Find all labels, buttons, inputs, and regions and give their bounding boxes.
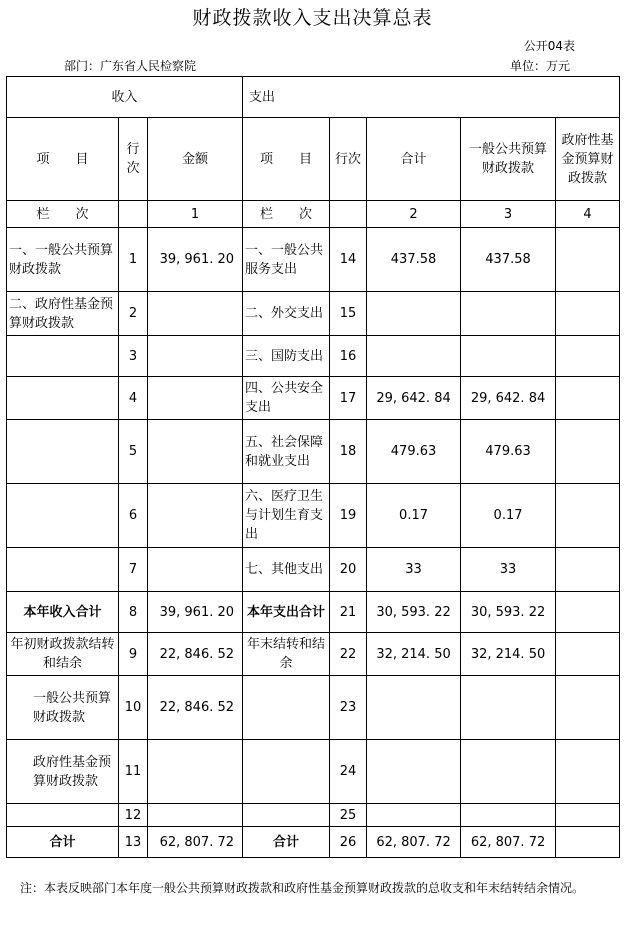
income-item-cell (7, 548, 119, 592)
income-item-cell: 一般公共预算财政拨款 (7, 676, 119, 740)
income-amount-cell (148, 548, 243, 592)
fund-budget-cell (556, 740, 620, 804)
income-item-cell: 合计 (7, 827, 119, 858)
fund-budget-cell (556, 633, 620, 676)
expense-seq-cell: 19 (330, 484, 367, 548)
income-seq-cell: 2 (119, 292, 148, 336)
col-income-amount-header: 金额 (148, 118, 243, 201)
fund-budget-cell (556, 676, 620, 740)
expense-item-cell: 二、外交支出 (243, 292, 330, 336)
income-seq-cell: 3 (119, 336, 148, 377)
unit-label: 单位：万元 (510, 59, 571, 73)
income-seq-cell: 4 (119, 377, 148, 420)
col-income-seq-header: 行次 (119, 118, 148, 201)
expense-seq-cell: 14 (330, 228, 367, 292)
expense-item-cell: 三、国防支出 (243, 336, 330, 377)
fund-budget-cell (556, 804, 620, 827)
col-fund-header: 政府性基金预算财政拨款 (556, 118, 620, 201)
income-seq-cell: 5 (119, 420, 148, 484)
general-budget-cell (461, 676, 556, 740)
col-expense-item-header: 项 目 (243, 118, 330, 201)
col-number-3: 3 (461, 201, 556, 228)
expense-seq-cell: 20 (330, 548, 367, 592)
total-cell: 437.58 (367, 228, 461, 292)
income-amount-cell: 39, 961. 20 (148, 592, 243, 633)
income-amount-cell (148, 484, 243, 548)
income-amount-cell (148, 292, 243, 336)
table-row (7, 827, 620, 858)
income-seq-cell: 13 (119, 827, 148, 858)
total-cell: 29, 642. 84 (367, 377, 461, 420)
income-amount-cell (148, 336, 243, 377)
income-seq-cell: 8 (119, 592, 148, 633)
total-cell (367, 292, 461, 336)
general-budget-cell: 0.17 (461, 484, 556, 548)
table-row (7, 548, 620, 592)
general-budget-cell (461, 336, 556, 377)
income-item-cell (7, 336, 119, 377)
total-cell (367, 676, 461, 740)
income-seq-cell: 10 (119, 676, 148, 740)
col-number-4: 4 (556, 201, 620, 228)
income-seq-cell: 7 (119, 548, 148, 592)
expense-seq-cell: 25 (330, 804, 367, 827)
total-cell: 33 (367, 548, 461, 592)
expense-item-cell: 合计 (243, 827, 330, 858)
income-seq-cell: 6 (119, 484, 148, 548)
expense-item-cell (243, 804, 330, 827)
general-budget-cell: 33 (461, 548, 556, 592)
col-number-2: 2 (367, 201, 461, 228)
department-label: 部门：广东省人民检察院 (64, 59, 197, 73)
general-budget-cell: 32, 214. 50 (461, 633, 556, 676)
general-budget-cell: 437.58 (461, 228, 556, 292)
general-budget-cell (461, 804, 556, 827)
expense-seq-cell: 17 (330, 377, 367, 420)
fund-budget-cell (556, 292, 620, 336)
budget-summary-table (6, 76, 620, 858)
fund-budget-cell (556, 228, 620, 292)
total-cell: 30, 593. 22 (367, 592, 461, 633)
income-seq-cell: 12 (119, 804, 148, 827)
fund-budget-cell (556, 336, 620, 377)
income-amount-cell: 22, 846. 52 (148, 633, 243, 676)
lanci-seq-cell-2 (330, 201, 367, 228)
general-budget-cell: 479.63 (461, 420, 556, 484)
income-amount-cell (148, 420, 243, 484)
expense-item-cell: 年末结转和结余 (243, 633, 330, 676)
general-budget-cell: 29, 642. 84 (461, 377, 556, 420)
fund-budget-cell (556, 548, 620, 592)
col-number-1: 1 (148, 201, 243, 228)
expense-item-cell: 七、其他支出 (243, 548, 330, 592)
income-amount-cell (148, 804, 243, 827)
total-cell: 62, 807. 72 (367, 827, 461, 858)
expense-seq-cell: 18 (330, 420, 367, 484)
total-cell (367, 336, 461, 377)
total-cell (367, 804, 461, 827)
lanci-seq-cell (119, 201, 148, 228)
table-body (7, 228, 620, 858)
income-item-cell (7, 804, 119, 827)
fund-budget-cell (556, 484, 620, 548)
expense-item-cell: 一、一般公共服务支出 (243, 228, 330, 292)
table-row (7, 292, 620, 336)
expense-item-cell: 四、公共安全支出 (243, 377, 330, 420)
col-income-item-header: 项 目 (7, 118, 119, 201)
fund-budget-cell (556, 827, 620, 858)
fund-budget-cell (556, 420, 620, 484)
fund-budget-cell (556, 592, 620, 633)
table-row (7, 484, 620, 548)
expense-seq-cell: 15 (330, 292, 367, 336)
expense-seq-cell: 26 (330, 827, 367, 858)
col-total-header: 合计 (367, 118, 461, 201)
table-row (7, 676, 620, 740)
footnote: 注：本表反映部门本年度一般公共预算财政拨款和政府性基金预算财政拨款的总收支和年末结转结余情况。 (20, 881, 585, 895)
general-budget-cell: 30, 593. 22 (461, 592, 556, 633)
expense-seq-cell: 24 (330, 740, 367, 804)
col-expense-seq-header: 行次 (330, 118, 367, 201)
table-row (7, 592, 620, 633)
general-budget-cell (461, 292, 556, 336)
total-cell: 32, 214. 50 (367, 633, 461, 676)
expense-header: 支出 (243, 77, 620, 118)
income-amount-cell (148, 740, 243, 804)
income-item-cell (7, 484, 119, 548)
income-item-cell: 二、政府性基金预算财政拨款 (7, 292, 119, 336)
income-item-cell (7, 420, 119, 484)
income-item-cell: 本年收入合计 (7, 592, 119, 633)
income-amount-cell: 39, 961. 20 (148, 228, 243, 292)
expense-seq-cell: 22 (330, 633, 367, 676)
income-header: 收入 (7, 77, 243, 118)
income-amount-cell: 22, 846. 52 (148, 676, 243, 740)
expense-item-cell: 六、医疗卫生与计划生育支出 (243, 484, 330, 548)
income-seq-cell: 1 (119, 228, 148, 292)
table-row (7, 228, 620, 292)
income-seq-cell: 11 (119, 740, 148, 804)
table-row (7, 420, 620, 484)
income-item-cell (7, 377, 119, 420)
general-budget-cell: 62, 807. 72 (461, 827, 556, 858)
expense-item-cell: 本年支出合计 (243, 592, 330, 633)
expense-seq-cell: 23 (330, 676, 367, 740)
total-cell: 479.63 (367, 420, 461, 484)
total-cell (367, 740, 461, 804)
expense-item-cell: 五、社会保障和就业支出 (243, 420, 330, 484)
table-row (7, 804, 620, 827)
fund-budget-cell (556, 377, 620, 420)
expense-seq-cell: 16 (330, 336, 367, 377)
lanci-label: 栏 次 (7, 201, 119, 228)
expense-seq-cell: 21 (330, 592, 367, 633)
income-amount-cell: 62, 807. 72 (148, 827, 243, 858)
total-cell: 0.17 (367, 484, 461, 548)
income-item-cell: 年初财政拨款结转和结余 (7, 633, 119, 676)
table-row (7, 740, 620, 804)
expense-item-cell (243, 676, 330, 740)
report-title: 财政拨款收入支出决算总表 (192, 7, 433, 29)
expense-item-cell (243, 740, 330, 804)
income-amount-cell (148, 377, 243, 420)
lanci-label-2: 栏 次 (243, 201, 330, 228)
form-code: 公开04表 (523, 39, 575, 53)
table-row (7, 377, 620, 420)
general-budget-cell (461, 740, 556, 804)
income-seq-cell: 9 (119, 633, 148, 676)
table-row (7, 633, 620, 676)
col-general-header: 一般公共预算财政拨款 (461, 118, 556, 201)
income-item-cell: 一、一般公共预算财政拨款 (7, 228, 119, 292)
table-row (7, 336, 620, 377)
income-item-cell: 政府性基金预算财政拨款 (7, 740, 119, 804)
